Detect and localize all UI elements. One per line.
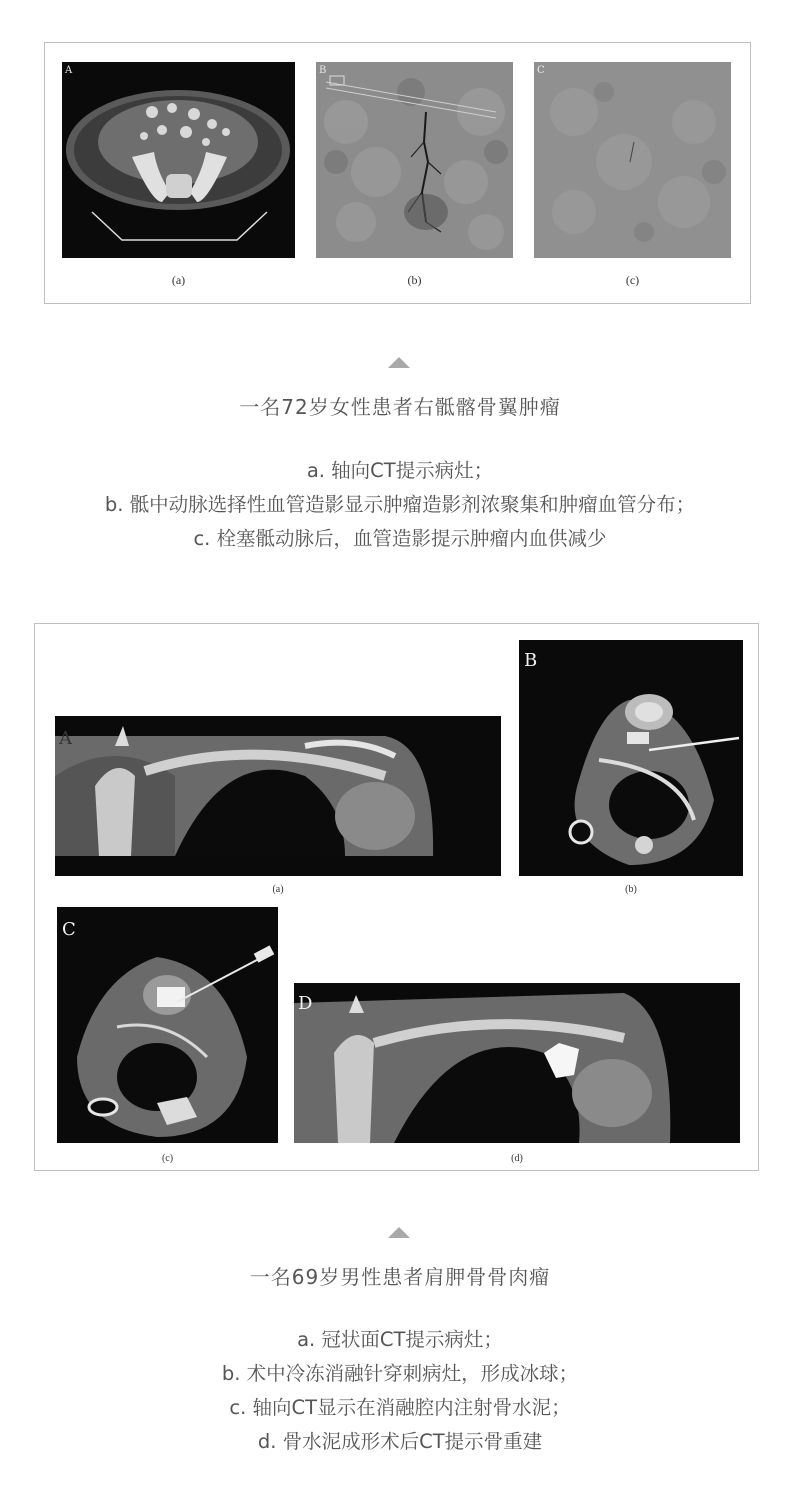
figure-2-caption: [0, 1323, 800, 1459]
postop-ct-reconstruction-icon: [294, 983, 740, 1143]
panel-letter: B: [524, 650, 538, 671]
figure-2-panel-d: [294, 983, 740, 1143]
caption-marker-icon: [388, 1227, 410, 1238]
sub-caption-b: (b): [407, 273, 422, 287]
figure-2-panel-a: [55, 716, 501, 876]
sub-caption-d: (d): [511, 1153, 523, 1164]
caption-line: a. 冠状面CT提示病灶；: [297, 1328, 503, 1351]
caption-line: c. 栓塞骶动脉后，血管造影提示肿瘤内血供减少: [193, 527, 607, 550]
caption-line: b. 术中冷冻消融针穿刺病灶，形成冰球；: [221, 1362, 579, 1385]
panel-letter: C: [537, 65, 545, 76]
sub-caption-a: (a): [272, 884, 284, 895]
sub-caption-c: (c): [161, 1153, 174, 1164]
figure-1-caption: [0, 454, 800, 556]
figure-1-box: [44, 42, 751, 304]
caption-line: b. 骶中动脉选择性血管造影显示肿瘤造影剂浓聚集和肿瘤血管分布；: [104, 493, 696, 516]
figure-2-panel-c: [57, 907, 278, 1143]
figure-1-panel-a: [62, 62, 295, 258]
figure-1-panel-c: [534, 62, 731, 258]
figure-2-title: 一名69岁男性患者肩胛骨骨肉瘤: [249, 1265, 551, 1289]
figure-1-panel-b: [316, 62, 513, 258]
post-embolization-angiography-icon: [534, 62, 731, 258]
figure-2-box: [34, 623, 759, 1171]
sub-caption-b: (b): [625, 884, 637, 895]
caption-line: a. 轴向CT提示病灶；: [306, 459, 494, 482]
panel-letter: C: [62, 919, 76, 940]
figure-1-title: 一名72岁女性患者右骶髂骨翼肿瘤: [239, 395, 561, 419]
axial-ct-pelvis-icon: [62, 62, 295, 258]
angiography-icon: [316, 62, 513, 258]
figure-2-panel-b: [519, 640, 743, 876]
sub-caption-c: (c): [625, 273, 640, 287]
caption-marker-icon: [388, 357, 410, 368]
caption-line: d. 骨水泥成形术后CT提示骨重建: [257, 1430, 543, 1453]
cryoablation-needle-icon: [519, 640, 743, 876]
panel-letter: B: [319, 65, 327, 76]
panel-letter: A: [65, 65, 73, 76]
sub-caption-a: (a): [171, 273, 186, 287]
caption-line: c. 轴向CT显示在消融腔内注射骨水泥；: [229, 1396, 571, 1419]
panel-letter: D: [298, 993, 313, 1014]
coronal-ct-shoulder-icon: [55, 716, 501, 876]
panel-letter: A: [59, 728, 72, 749]
axial-ct-bone-cement-icon: [57, 907, 278, 1143]
